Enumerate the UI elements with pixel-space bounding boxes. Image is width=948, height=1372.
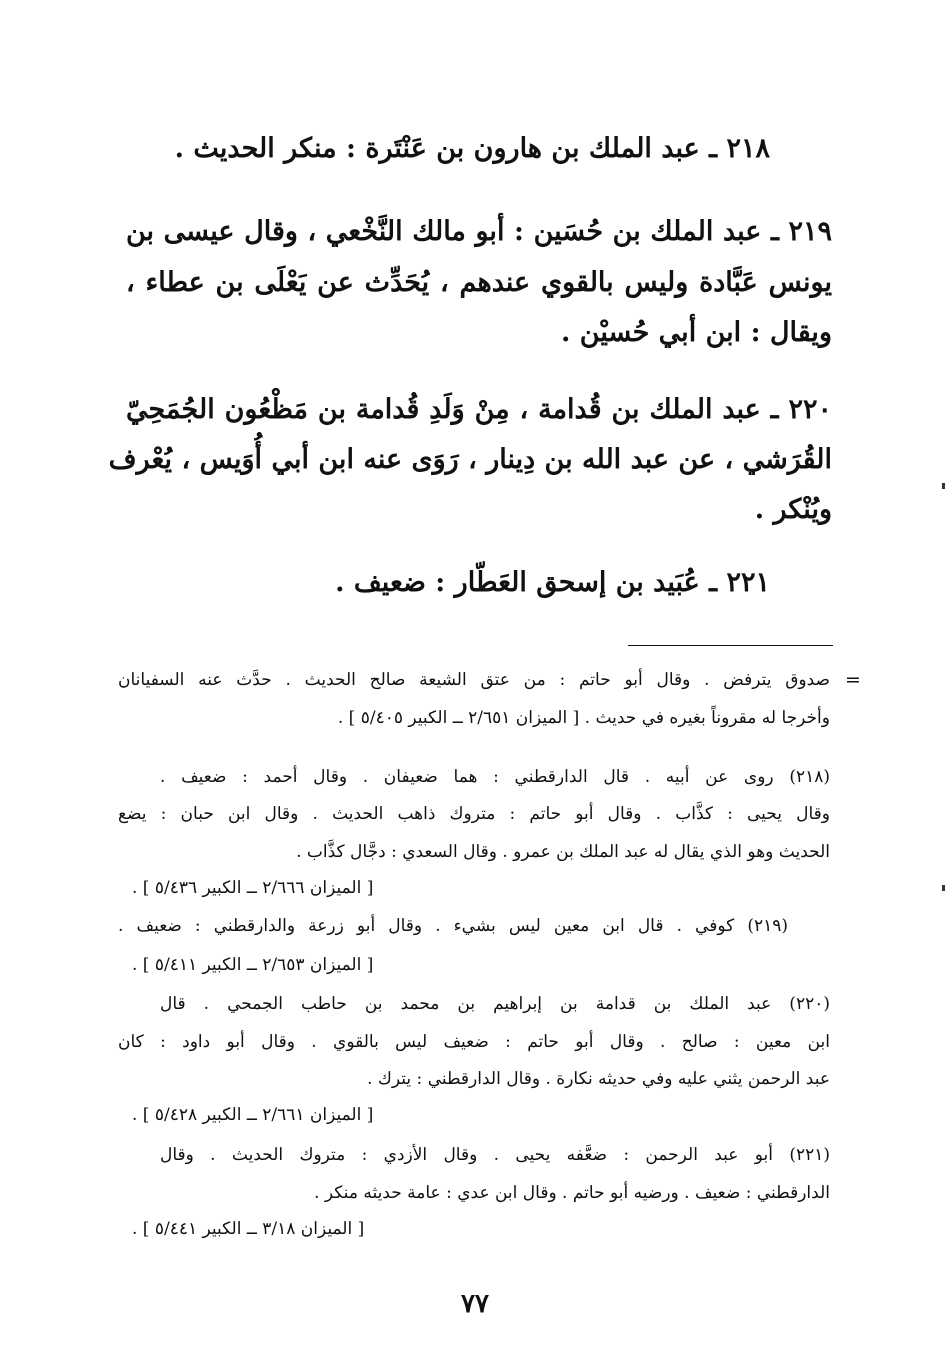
footnote-221-reference: [ الميزان ٣/١٨ ــ الكبير ٥/٤٤١ ] .	[132, 1219, 365, 1239]
entry-221-line-1: ٢٢١ ـ عُبَيد بن إسحق العَطّار : ضعيف .	[335, 567, 770, 598]
entry-219-line-1: ٢١٩ ـ عبد الملك بن حُسَين : أبو مالك النَّخْعي ، وقال عيسى بن	[126, 216, 832, 247]
entry-220-line-1: ٢٢٠ ـ عبد الملك بن قُدامة ، مِنْ وَلَدِ قُدامة بن مَظْعُون الجُمَحِيّ	[126, 394, 832, 425]
continued-footnote-line-1: صدوق يترفض . وقال أبو حاتم : من عتق الشيعة صالح الحديث . حدَّث عنه السفيانان	[118, 670, 830, 690]
footnote-221-line-2: الدارقطني : ضعيف . ورضيه أبو حاتم . وقال ابن عدي : عامة حديثه منكر .	[314, 1183, 830, 1203]
continued-footnote-line-2: وأخرجا له مقروناً بغيره في حديث . [ الميزان ٢/٦٥١ ــ الكبير ٥/٤٠٥ ] .	[337, 708, 830, 728]
footnote-220-line-1: (٢٢٠) عبد الملك بن قدامة بن إبراهيم بن محمد بن حاطب الجمحي . قال	[160, 994, 830, 1014]
footnote-218-line-2: وقال يحيى : كذَّاب . وقال أبو حاتم : متروك ذاهب الحديث . وقال ابن حبان : يضع	[118, 804, 830, 824]
entry-218-line-1: ٢١٨ ـ عبد الملك بن هارون بن عَنْتَرة : منكر الحديث .	[174, 133, 770, 164]
entry-220-line-3: ويُنْكر .	[754, 494, 832, 525]
footnote-220-reference: [ الميزان ٢/٦٦١ ــ الكبير ٥/٤٢٨ ] .	[132, 1105, 374, 1125]
footnote-220-line-2: ابن معين : صالح . وقال أبو حاتم : ضعيف ليس بالقوي . وقال أبو داود : كان	[118, 1032, 830, 1052]
footnote-separator	[628, 645, 833, 646]
entry-219-line-2: يونس عَبَّادة وليس بالقوي عندهم ، يُحَدِّث عن يَعْلَى بن عطاء ،	[126, 267, 832, 298]
entry-220-line-2: القُرَشي ، عن عبد الله بن دِينار ، رَوَى عنه ابن أبي أُوَيس ، يُعْرف	[108, 444, 832, 475]
footnote-218-reference: [ الميزان ٢/٦٦٦ ــ الكبير ٥/٤٣٦ ] .	[132, 878, 374, 898]
footnote-221-line-1: (٢٢١) أبو عبد الرحمن : ضعَّفه يحيى . وقال الأزدي : متروك الحديث . وقال	[160, 1145, 830, 1165]
footnote-220-line-3: عبد الرحمن يثني عليه وفي حديثه نكارة . وقال الدارقطني : يترك .	[367, 1069, 830, 1089]
scan-speck	[942, 885, 945, 891]
continuation-mark: =	[845, 669, 861, 691]
page-number: ٧٧	[461, 1289, 489, 1319]
scan-speck	[942, 483, 945, 489]
footnote-218-line-3: الحديث وهو الذي يقال له عبد الملك بن عمرو . وقال السعدي : دجَّال كذَّاب .	[296, 842, 830, 862]
footnote-219-reference: [ الميزان ٢/٦٥٣ ــ الكبير ٥/٤١١ ] .	[132, 955, 374, 975]
entry-219-line-3: ويقال : ابن أبي حُسيْن .	[561, 317, 832, 348]
footnote-219-line-1: (٢١٩) كوفي . قال ابن معين ليس بشيء . وقال أبو زرعة والدارقطني : ضعيف .	[118, 916, 788, 936]
footnote-218-line-1: (٢١٨) روى عن أبيه . قال الدارقطني : هما ضعيفان . وقال أحمد : ضعيف .	[160, 767, 830, 787]
